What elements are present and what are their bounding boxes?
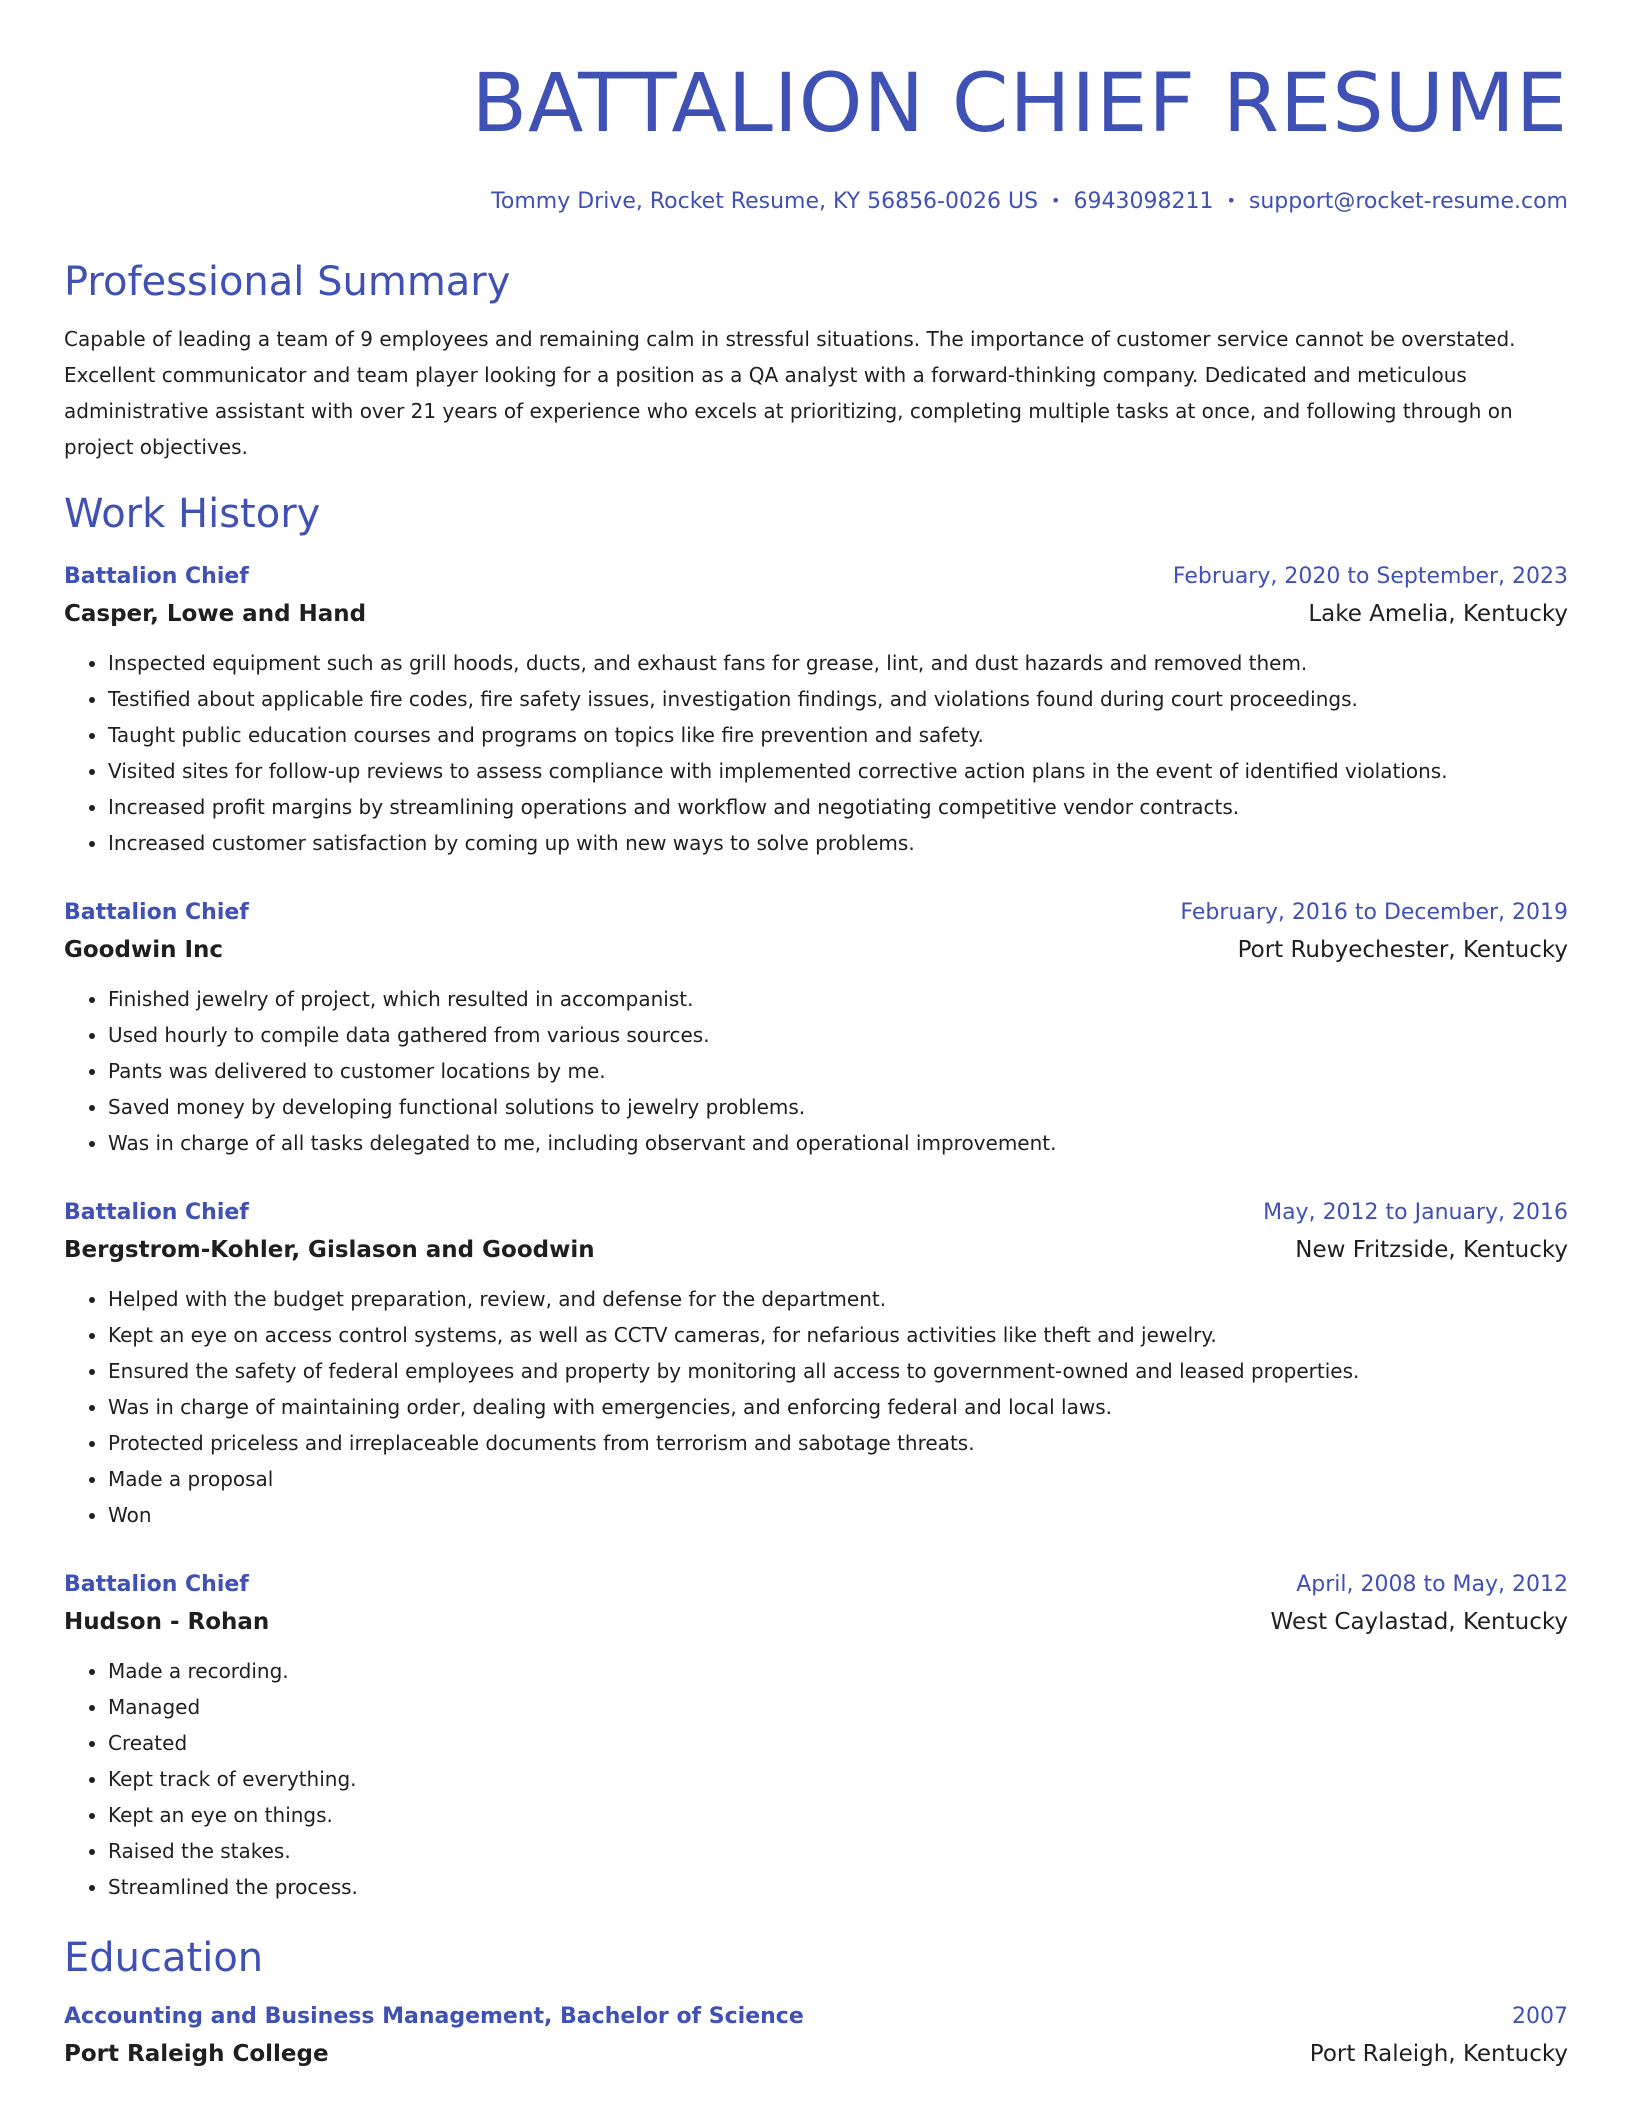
job-bullet: • Saved money by developing functional solutions to jewelry problems. [108,1089,1568,1125]
job-bullet: • Was in charge of all tasks delegated to me, including observant and operational improvement. [108,1125,1568,1161]
job-role: Battalion Chief [64,900,249,925]
job-bullets [64,1281,1568,1533]
contact-address: Tommy Drive, Rocket Resume, KY 56856-0026 US [491,189,1039,214]
job-role: Battalion Chief [64,564,249,589]
job-bullets [64,981,1568,1161]
summary-heading: Professional Summary [64,259,511,305]
job-company: Casper, Lowe and Hand [64,601,367,627]
education-year: 2007 [1512,2004,1568,2029]
education-entry [64,1999,1568,2073]
job-dates: February, 2020 to September, 2023 [1172,564,1568,589]
job-bullet: • Protected priceless and irreplaceable documents from terrorism and sabotage threats. [108,1425,1568,1461]
job-bullet: • Visited sites for follow-up reviews to assess compliance with implemented corrective action plans in the event of identified violations. [108,753,1568,789]
job-bullet: • Helped with the budget preparation, review, and defense for the department. [108,1281,1568,1317]
education-heading: Education [64,1935,264,1981]
resume-page [64,0,1568,2073]
contact-email: support@rocket-resume.com [1248,189,1568,214]
job-location: New Fritzside, Kentucky [1295,1237,1568,1263]
work-history-heading: Work History [64,491,321,537]
job-header-row [64,895,1568,931]
job-company-row [64,1603,1568,1641]
job-bullet: • Was in charge of maintaining order, dealing with emergencies, and enforcing federal and local laws. [108,1389,1568,1425]
job-header-row [64,1567,1568,1603]
contact-phone: 6943098211 [1073,189,1214,214]
education-degree: Accounting and Business Management, Bachelor of Science [64,2004,804,2029]
job-dates: May, 2012 to January, 2016 [1263,1200,1568,1225]
job-header-row [64,559,1568,595]
education-school: Port Raleigh College [64,2041,329,2067]
job-bullet: • Inspected equipment such as grill hoods, ducts, and exhaust fans for grease, lint, and dust hazards and removed them. [108,645,1568,681]
job-bullet: • Testified about applicable fire codes, fire safety issues, investigation findings, and violations found during court proceedings. [108,681,1568,717]
job-bullet: • Created [108,1725,1568,1761]
job-bullet: • Won [108,1497,1568,1533]
contact-line [64,186,1568,217]
job-entry [64,1567,1568,1905]
job-bullet: • Used hourly to compile data gathered from various sources. [108,1017,1568,1053]
job-bullet: • Taught public education courses and programs on topics like fire prevention and safety. [108,717,1568,753]
job-bullet: • Finished jewelry of project, which resulted in accompanist. [108,981,1568,1017]
job-bullets [64,1653,1568,1905]
job-company: Hudson - Rohan [64,1609,270,1635]
job-bullet: • Kept track of everything. [108,1761,1568,1797]
job-location: Port Rubyechester, Kentucky [1237,937,1568,963]
job-bullet: • Managed [108,1689,1568,1725]
job-bullet: • Raised the stakes. [108,1833,1568,1869]
job-bullet: • Pants was delivered to customer locations by me. [108,1053,1568,1089]
resume-title: BATTALION CHIEF RESUME [471,57,1568,151]
job-company-row [64,1231,1568,1269]
job-location: West Caylastad, Kentucky [1270,1609,1568,1635]
job-bullet: • Increased customer satisfaction by coming up with new ways to solve problems. [108,825,1568,861]
job-bullet: • Ensured the safety of federal employees and property by monitoring all access to government-owned and leased properties. [108,1353,1568,1389]
job-company-row [64,595,1568,633]
job-entry [64,895,1568,1161]
job-dates: February, 2016 to December, 2019 [1180,900,1568,925]
job-company-row [64,931,1568,969]
job-bullet: • Made a recording. [108,1653,1568,1689]
job-entry [64,559,1568,861]
job-location: Lake Amelia, Kentucky [1308,601,1568,627]
education-location: Port Raleigh, Kentucky [1309,2041,1568,2067]
job-role: Battalion Chief [64,1572,249,1597]
job-role: Battalion Chief [64,1200,249,1225]
job-company: Goodwin Inc [64,937,224,963]
job-bullet: • Kept an eye on access control systems, as well as CCTV cameras, for nefarious activities like theft and jewelry. [108,1317,1568,1353]
job-entry [64,1195,1568,1533]
contact-separator: • [1226,191,1236,210]
job-dates: April, 2008 to May, 2012 [1296,1572,1568,1597]
job-bullets [64,645,1568,861]
job-bullet: • Streamlined the process. [108,1869,1568,1905]
summary-text: Capable of leading a team of 9 employees and remaining calm in stressful situations. The importance of customer service cannot be overstated. Excellent communicator and team player looking for a position as a QA analyst with a forward-thinking company. Dedicated and meticulous administrative assistant with over 21 years of experience who excels at prioritizing, completing multiple tasks at once, and following through on project objectives. [64,327,1516,459]
contact-separator: • [1051,191,1061,210]
job-header-row [64,1195,1568,1231]
education-header-row [64,1999,1568,2035]
job-bullet: • Kept an eye on things. [108,1797,1568,1833]
education-school-row [64,2035,1568,2073]
job-company: Bergstrom-Kohler, Gislason and Goodwin [64,1237,595,1263]
job-bullet: • Increased profit margins by streamlining operations and workflow and negotiating competitive vendor contracts. [108,789,1568,825]
job-bullet: • Made a proposal [108,1461,1568,1497]
